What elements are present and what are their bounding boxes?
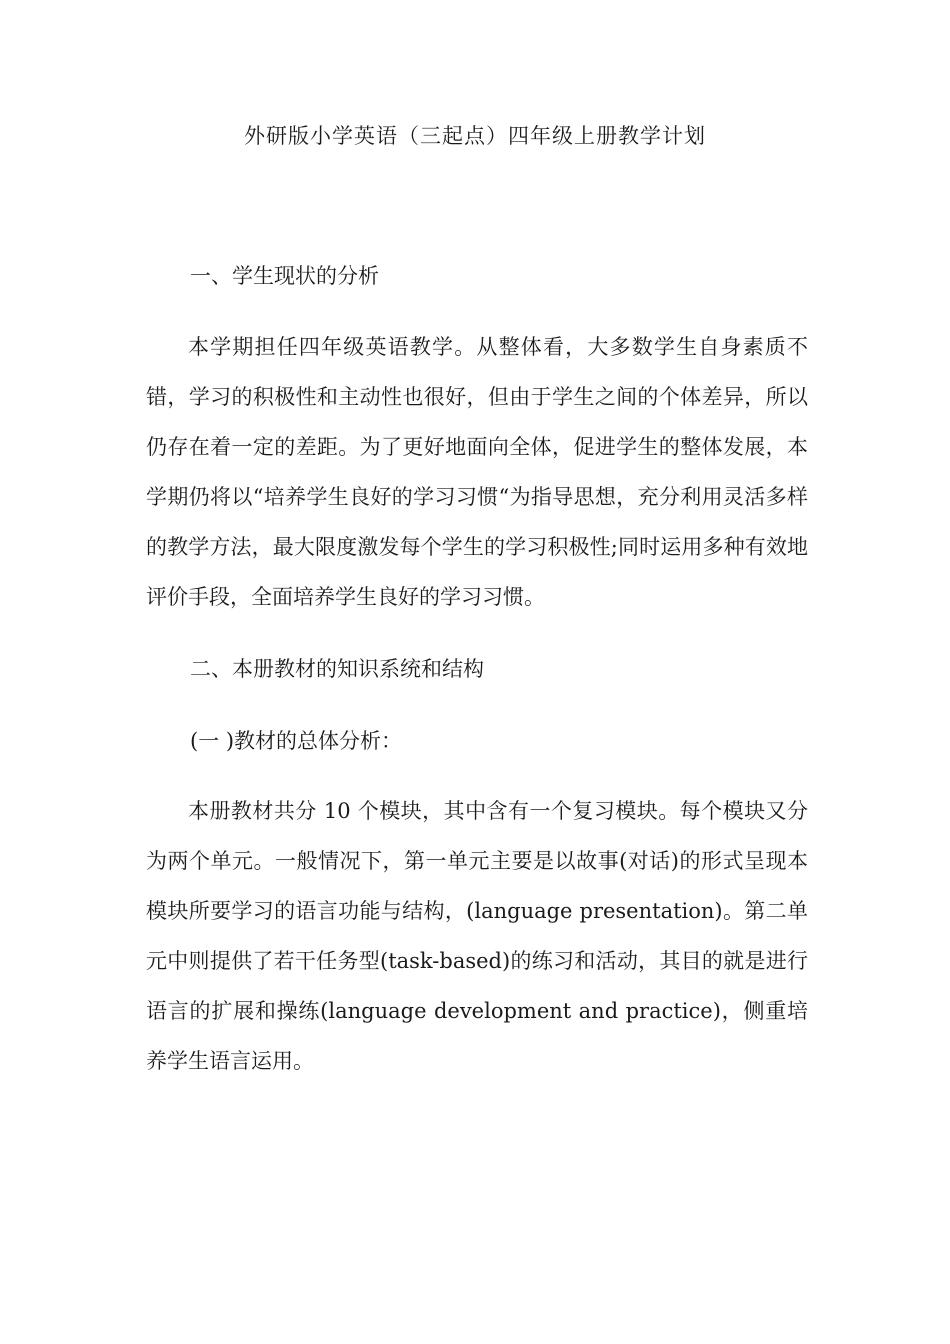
section-1-paragraph: 本学期担任四年级英语教学。从整体看，大多数学生自身素质不错，学习的积极性和主动性也很好，但由于学生之间的个体差异，所以仍存在着一定的差距。为了更好地面向全体，促进学生的整体发展，本学期仍将以“培养学生良好的学习习惯“为指导思想，充分利用灵活多样的教学方法，最大限度激发每个学生的学习积极性;同时运用多种有效地评价手段，全面培养学生良好的学习习惯。 — [146, 335, 808, 609]
section-1-heading: 一、学生现状的分析 — [190, 264, 379, 288]
section-2-heading: 二、本册教材的知识系统和结构 — [190, 657, 484, 681]
subsection-1-paragraph: 本册教材共分 10 个模块，其中含有一个复习模块。每个模块又分为两个单元。一般情况下，第一单元主要是以故事(对话)的形式呈现本模块所要学习的语言功能与结构，(language presentation)。第二单元中则提供了若干任务型(task-based)的练习和活动，其目的就是进行语言的扩展和操练(language development and practice)，侧重培养学生语言运用。 — [146, 799, 808, 1073]
document-title: 外研版小学英语（三起点）四年级上册教学计划 — [244, 124, 706, 148]
subsection-1-heading: (一 )教材的总体分析： — [190, 729, 403, 753]
